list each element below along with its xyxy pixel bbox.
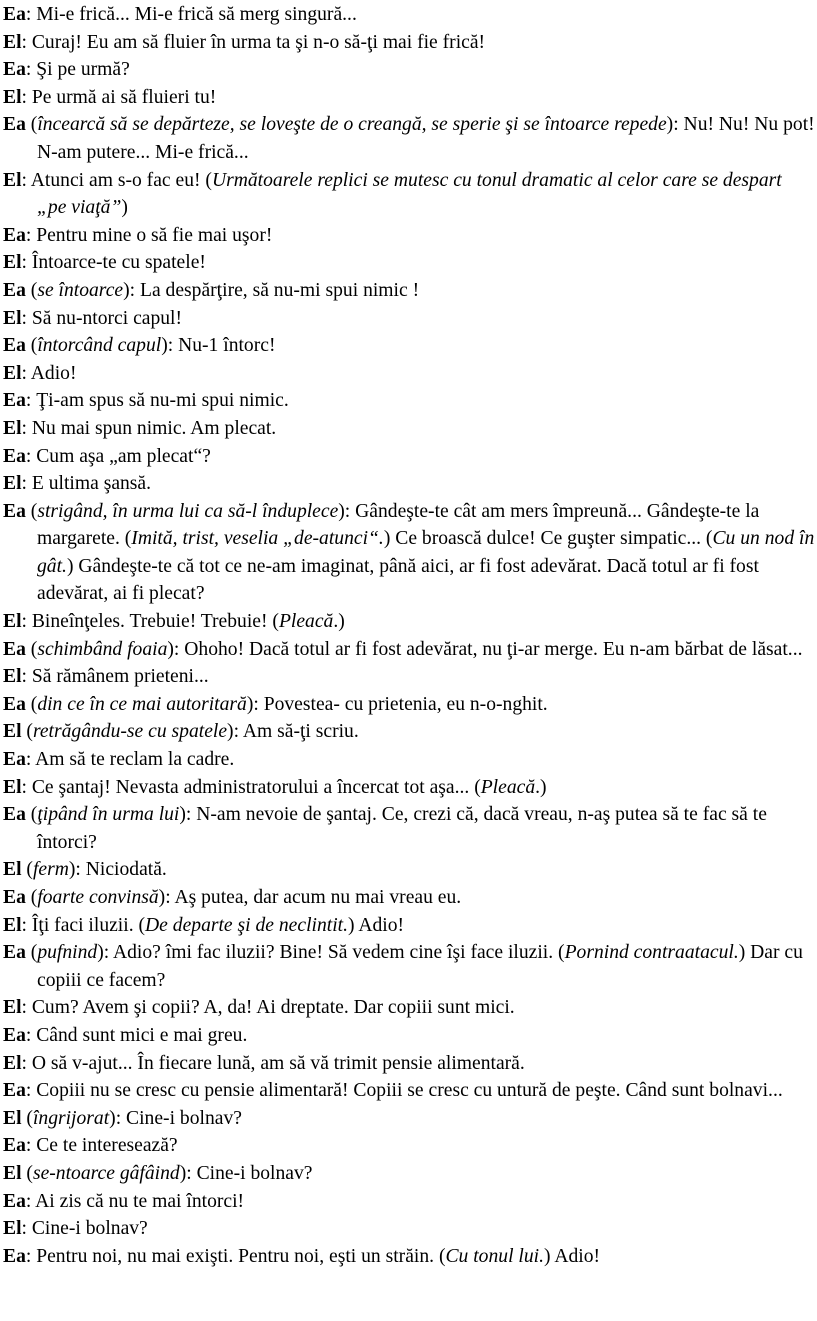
- dialogue-line: [3, 443, 815, 471]
- speaker-name: Ea: [3, 638, 26, 660]
- stage-direction: foarte convinsă: [37, 887, 159, 908]
- dialogue-line: [3, 884, 815, 912]
- dialogue-text: .): [535, 776, 547, 798]
- speaker-name: El: [3, 1052, 22, 1074]
- dialogue-text: (: [25, 279, 38, 301]
- dialogue-line: [3, 691, 815, 719]
- speaker-name: Ea: [3, 942, 26, 964]
- speaker-name: El: [3, 776, 22, 798]
- dialogue-text: (: [25, 335, 38, 357]
- dialogue-text: : Bineînţeles. Trebuie! Trebuie! (: [21, 611, 279, 633]
- speaker-name: El: [3, 31, 22, 53]
- dialogue-line: [3, 249, 815, 277]
- dialogue-text: (: [25, 942, 38, 964]
- speaker-name: Ea: [3, 390, 26, 412]
- dialogue-line: [3, 332, 815, 360]
- speaker-name: Ea: [3, 804, 26, 826]
- dialogue-text: : Atunci am s-o fac eu! (: [21, 169, 212, 191]
- dialogue-text: : Ce te interesează?: [25, 1135, 178, 1157]
- dialogue-text: ) Ce broască dulce! Ce guşter simpatic... (: [383, 528, 713, 550]
- dialogue-line: [3, 1215, 815, 1243]
- speaker-name: El: [3, 611, 22, 633]
- dialogue-text: : Copiii nu se cresc cu pensie alimentară! Copiii se cresc cu untură de peşte. Când sunt bolnavi...: [25, 1080, 783, 1102]
- speaker-name: El: [3, 1218, 22, 1240]
- dialogue-line: [3, 1132, 815, 1160]
- stage-direction: retrăgându-se cu spatele: [32, 721, 228, 743]
- dialogue-text: ): La despărţire, să nu-mi spui nimic !: [123, 279, 420, 301]
- dialogue-line: [3, 56, 815, 84]
- dialogue-line: [3, 222, 815, 250]
- dialogue-text: ): Aş putea, dar acum nu mai vreau eu.: [158, 887, 462, 908]
- dialogue-text: ): Am să-ţi scriu.: [227, 721, 359, 743]
- dialogue-text: : Ai zis că nu te mai întorci!: [25, 1190, 245, 1212]
- dialogue-text: : O să v-ajut... În fiecare lună, am să vă trimit pensie alimentară.: [21, 1052, 525, 1074]
- dialogue-text: : Să nu-ntorci capul!: [21, 307, 183, 329]
- dialogue-text: ) Dar cu copiii ce facem?: [37, 942, 803, 991]
- speaker-name: Ea: [3, 1135, 26, 1157]
- dialogue-line: [3, 1077, 815, 1105]
- speaker-name: El: [3, 997, 22, 1019]
- dialogue-line: [3, 498, 815, 608]
- dialogue-line: [3, 84, 815, 112]
- dialogue-line: [3, 305, 815, 333]
- speaker-name: Ea: [3, 693, 26, 715]
- dialogue-line: [3, 1105, 815, 1133]
- dialogue-text: : Cine-i bolnav?: [21, 1218, 148, 1240]
- dialogue-text: ): [121, 197, 128, 219]
- dialogue-line: [3, 470, 815, 498]
- dialogue-text: (: [21, 721, 33, 743]
- stage-direction: din ce în ce mai autoritară: [37, 693, 247, 715]
- stage-direction: Pornind contraatacul.: [564, 942, 739, 964]
- dialogue-line: [3, 608, 815, 636]
- dialogue-text: ): Nu! Nu! Nu pot! N-am putere... Mi-e frică...: [37, 114, 815, 163]
- dialogue-text: (: [25, 887, 38, 908]
- speaker-name: Ea: [3, 279, 26, 301]
- dialogue-text: (: [21, 859, 33, 881]
- dialogue-line: [3, 718, 815, 746]
- dialogue-text: : Mi-e frică... Mi-e frică să merg singură...: [25, 4, 357, 25]
- dialogue-text: (: [25, 114, 38, 136]
- speaker-name: El: [3, 914, 22, 936]
- stage-direction: ţipând în urma lui: [37, 804, 180, 826]
- dialogue-line: [3, 29, 815, 57]
- dialogue-text: : Când sunt mici e mai greu.: [25, 1024, 248, 1046]
- stage-direction: Cu un nod în gât.: [37, 528, 815, 577]
- speaker-name: El: [3, 362, 22, 384]
- speaker-name: Ea: [3, 335, 26, 357]
- stage-direction: pufnind: [37, 942, 98, 964]
- dialogue-line: [3, 277, 815, 305]
- dialogue-text: ): Cine-i bolnav?: [109, 1107, 242, 1129]
- dialogue-line: [3, 360, 815, 388]
- dialogue-text: ) Gândeşte-te că tot ce ne-am imaginat, până aici, ar fi fost adevărat. Dacă totul ar fi fost adevărat, ai fi plecat?: [37, 555, 759, 605]
- dialogue-line: [3, 746, 815, 774]
- speaker-name: Ea: [3, 1190, 26, 1212]
- speaker-name: Ea: [3, 1245, 26, 1267]
- dialogue-text: : Am să te reclam la cadre.: [25, 749, 235, 771]
- dialogue-line: [3, 994, 815, 1022]
- dialogue-line: [3, 387, 815, 415]
- dialogue-text: : Cum aşa „am plecat“?: [25, 445, 211, 467]
- stage-direction: De departe şi de neclintit.: [145, 914, 348, 936]
- dialogue-line: [3, 801, 815, 856]
- dialogue-text: ): Nu-1 întorc!: [161, 335, 276, 357]
- speaker-name: Ea: [3, 59, 26, 81]
- dialogue-line: [3, 111, 815, 166]
- dialogue-text: (: [21, 1107, 33, 1129]
- dialogue-line: [3, 1243, 815, 1271]
- speaker-name: Ea: [3, 445, 26, 467]
- dialogue-line: [3, 1, 815, 29]
- dialogue-line: [3, 167, 815, 222]
- dialogue-text: : Nu mai spun nimic. Am plecat.: [21, 417, 277, 439]
- dialogue-text: ) Adio!: [348, 914, 405, 936]
- speaker-name: Ea: [3, 1080, 26, 1102]
- dialogue-text: : Pentru noi, nu mai exişti. Pentru noi, eşti un străin. (: [25, 1245, 446, 1267]
- speaker-name: El: [3, 473, 22, 495]
- dialogue-text: ): Niciodată.: [68, 859, 167, 881]
- stage-direction: se-ntoarce gâfâind: [32, 1162, 180, 1184]
- speaker-name: El: [3, 1107, 22, 1129]
- dialogue-text: : Pentru mine o să fie mai uşor!: [25, 224, 273, 246]
- speaker-name: Ea: [3, 887, 26, 908]
- stage-direction: întorcând capul: [37, 335, 162, 357]
- stage-direction: Pleacă: [278, 611, 334, 633]
- stage-direction: Cu tonul lui.: [445, 1245, 544, 1267]
- dialogue-text: : Adio!: [21, 362, 77, 384]
- stage-direction: schimbând foaia: [37, 638, 168, 660]
- dialogue-line: [3, 636, 815, 664]
- dialogue-text: : Curaj! Eu am să fluier în urma ta şi n-o să-ţi mai fie frică!: [21, 31, 486, 53]
- stage-direction: Imită, trist, veselia „de-atunci“.: [131, 528, 384, 550]
- speaker-name: El: [3, 169, 22, 191]
- stage-direction: strigând, în urma lui ca să-l înduplece: [37, 500, 339, 522]
- dialogue-text: : Întoarce-te cu spatele!: [21, 252, 206, 274]
- dialogue-text: : Ţi-am spus să nu-mi spui nimic.: [25, 390, 289, 412]
- dialogue-text: : Pe urmă ai să fluieri tu!: [21, 86, 217, 108]
- dialogue-line: [3, 663, 815, 691]
- dialogue-line: [3, 415, 815, 443]
- speaker-name: El: [3, 721, 22, 743]
- dialogue-line: [3, 939, 815, 994]
- speaker-name: Ea: [3, 749, 26, 771]
- speaker-name: El: [3, 666, 22, 688]
- script-text: [3, 1, 815, 1270]
- dialogue-line: [3, 856, 815, 884]
- speaker-name: El: [3, 252, 22, 274]
- dialogue-line: [3, 912, 815, 940]
- dialogue-text: ): Povestea- cu prietenia, eu n-o-nghit.: [246, 693, 548, 715]
- stage-direction: se întoarce: [37, 279, 124, 301]
- dialogue-text: (: [25, 638, 38, 660]
- dialogue-text: (: [25, 693, 38, 715]
- dialogue-line: [3, 1188, 815, 1216]
- speaker-name: Ea: [3, 1024, 26, 1046]
- dialogue-line: [3, 1050, 815, 1078]
- dialogue-text: (: [21, 1162, 33, 1184]
- dialogue-line: [3, 1022, 815, 1050]
- dialogue-text: : Şi pe urmă?: [25, 59, 130, 81]
- speaker-name: Ea: [3, 500, 26, 522]
- dialogue-line: [3, 1160, 815, 1188]
- dialogue-text: : Cum? Avem şi copii? A, da! Ai dreptate. Dar copiii sunt mici.: [21, 997, 515, 1019]
- speaker-name: El: [3, 417, 22, 439]
- dialogue-line: [3, 774, 815, 802]
- speaker-name: El: [3, 859, 22, 881]
- speaker-name: Ea: [3, 224, 26, 246]
- stage-direction: Pleacă: [480, 776, 536, 798]
- dialogue-text: ): N-am nevoie de şantaj. Ce, crezi că, dacă vreau, n-aş putea să te fac să te întorci?: [37, 804, 767, 853]
- stage-direction: încearcă să se depărteze, se loveşte de o creangă, se sperie şi se întoarce repede: [37, 114, 667, 136]
- stage-direction: ferm: [32, 859, 69, 881]
- speaker-name: El: [3, 307, 22, 329]
- dialogue-text: ): Gândeşte-te cât am mers împreună... Gândeşte-te la margarete. (: [37, 500, 760, 550]
- dialogue-text: : Să rămânem prieteni...: [21, 666, 209, 688]
- speaker-name: El: [3, 86, 22, 108]
- dialogue-text: ): Ohoho! Dacă totul ar fi fost adevărat, nu ţi-ar merge. Eu n-am bărbat de lăsat...: [167, 638, 803, 660]
- dialogue-text: .): [333, 611, 345, 633]
- stage-direction: Următoarele replici se mutesc cu tonul dramatic al celor care se despart „pe viaţă”: [37, 169, 782, 219]
- dialogue-text: ): Cine-i bolnav?: [179, 1162, 313, 1184]
- dialogue-text: ) Adio!: [544, 1245, 601, 1267]
- dialogue-text: (: [25, 500, 38, 522]
- speaker-name: El: [3, 1162, 22, 1184]
- dialogue-text: (: [25, 804, 38, 826]
- speaker-name: Ea: [3, 4, 26, 25]
- dialogue-text: : Îţi faci iluzii. (: [21, 914, 146, 936]
- stage-direction: îngrijorat: [32, 1107, 110, 1129]
- speaker-name: Ea: [3, 114, 26, 136]
- dialogue-text: ): Adio? îmi fac iluzii? Bine! Să vedem cine îşi face iluzii. (: [97, 942, 565, 964]
- dialogue-text: : E ultima şansă.: [21, 473, 152, 495]
- dialogue-text: : Ce şantaj! Nevasta administratorului a încercat tot aşa... (: [21, 776, 481, 798]
